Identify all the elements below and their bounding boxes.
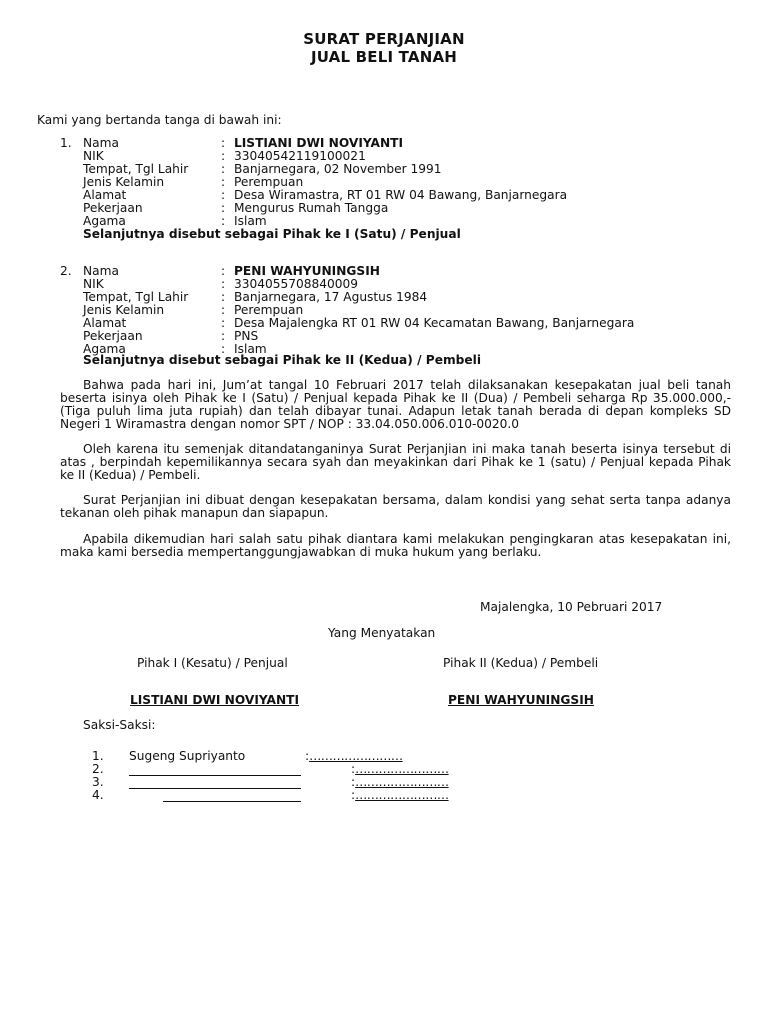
party-field-row <box>60 202 567 215</box>
witness-colon: : <box>305 749 310 763</box>
title-line-2: JUAL BELI TANAH <box>310 48 458 66</box>
party-2-signature-name: PENI WAHYUNINGSIH <box>448 693 594 707</box>
field-colon: : <box>221 303 226 317</box>
field-colon: : <box>221 214 226 228</box>
field-label: Jenis Kelamin <box>83 303 165 317</box>
field-colon: : <box>221 264 226 278</box>
field-label: Pekerjaan <box>83 329 143 343</box>
field-label: Tempat, Tgl Lahir <box>83 290 189 304</box>
paragraph-text: Bahwa pada hari ini, Jum’at tangal 10 Februari 2017 telah dilaksanakan kesepakatan jual beli tanah beserta isinya oleh Pihak ke I (Satu) / Penjual kepada Pihak ke II (Dua) / Pembeli seharga Rp 35.000.000,- (Tiga puluh lima juta rupiah) dan telah dibayar tunai. Adapun letak tanah berada di depan kompleks SD Negeri 1 Wiramastra dengan nomor SPT / NOP : 33.04.050.006.010-0020.0 <box>60 378 731 431</box>
party-field-row <box>60 330 634 343</box>
field-colon: : <box>221 316 226 330</box>
party-number: 2. <box>60 264 72 278</box>
field-label: Alamat <box>83 188 127 202</box>
witness-row <box>92 789 449 802</box>
party-1-designation: Selanjutnya disebut sebagai Pihak ke I (Satu) / Penjual <box>83 227 461 241</box>
field-colon: : <box>221 342 226 356</box>
field-value: 3304055708840009 <box>234 277 359 291</box>
field-label: Tempat, Tgl Lahir <box>83 162 189 176</box>
field-value: PENI WAHYUNINGSIH <box>234 264 380 278</box>
body-paragraph <box>60 533 731 559</box>
field-value: Mengurus Rumah Tangga <box>234 201 389 215</box>
field-label: Nama <box>83 264 119 278</box>
field-label: NIK <box>83 149 104 163</box>
field-label: Agama <box>83 342 126 356</box>
document-title <box>0 30 768 66</box>
witness-number: 4. <box>92 788 104 802</box>
field-colon: : <box>221 149 226 163</box>
field-value: Islam <box>234 342 267 356</box>
field-value: Banjarnegara, 17 Agustus 1984 <box>234 290 428 304</box>
party-2-block <box>60 265 634 356</box>
field-colon: : <box>221 201 226 215</box>
paragraph-text: Oleh karena itu semenjak ditandatanganinya Surat Perjanjian ini maka tanah beserta isinya tersebut di atas , berpindah kepemilikannya secara syah dan meyakinkan dari Pihak ke 1 (satu) / Penjual kepada Pihak ke II (Kedua) / Pembeli. <box>60 442 731 482</box>
witness-number: 3. <box>92 775 104 789</box>
place-date: Majalengka, 10 Pebruari 2017 <box>480 600 663 614</box>
witness-name-line <box>163 789 301 802</box>
witness-signature-line: …………………… <box>355 775 449 789</box>
field-value: PNS <box>234 329 259 343</box>
intro-text: Kami yang bertanda tanga di bawah ini: <box>37 113 282 127</box>
field-label: Jenis Kelamin <box>83 175 165 189</box>
field-colon: : <box>221 277 226 291</box>
title-line-1: SURAT PERJANJIAN <box>303 30 465 48</box>
field-colon: : <box>221 290 226 304</box>
stating-label: Yang Menyatakan <box>328 626 436 640</box>
field-label: Nama <box>83 136 119 150</box>
body-paragraph <box>60 379 731 431</box>
field-value: Desa Wiramastra, RT 01 RW 04 Bawang, Banjarnegara <box>234 188 568 202</box>
witness-colon: : <box>351 788 356 802</box>
field-label: NIK <box>83 277 104 291</box>
field-colon: : <box>221 329 226 343</box>
party-number: 1. <box>60 136 72 150</box>
field-colon: : <box>221 175 226 189</box>
witness-name-line <box>129 776 301 789</box>
party-1-signature-name: LISTIANI DWI NOVIYANTI <box>130 693 300 707</box>
field-value: Islam <box>234 214 267 228</box>
witness-colon: : <box>351 775 356 789</box>
party-field-row <box>60 317 634 330</box>
field-value: Perempuan <box>234 175 304 189</box>
field-label: Agama <box>83 214 126 228</box>
paragraph-text: Apabila dikemudian hari salah satu pihak diantara kami melakukan pengingkaran atas kesepakatan ini, maka kami bersedia mempertanggungjawabkan di muka hukum yang berlaku. <box>60 532 731 559</box>
field-value: LISTIANI DWI NOVIYANTI <box>234 136 404 150</box>
party-2-role: Pihak II (Kedua) / Pembeli <box>443 656 599 670</box>
witness-name: Sugeng Supriyanto <box>129 749 246 763</box>
body-paragraph <box>60 494 731 520</box>
witness-colon: : <box>351 762 356 776</box>
witness-heading: Saksi-Saksi: <box>83 718 156 732</box>
party-1-role: Pihak I (Kesatu) / Penjual <box>137 656 288 670</box>
witness-number: 1. <box>92 749 104 763</box>
field-colon: : <box>221 162 226 176</box>
witness-name-line <box>129 763 301 776</box>
field-value: Desa Majalengka RT 01 RW 04 Kecamatan Bawang, Banjarnegara <box>234 316 635 330</box>
field-colon: : <box>221 136 226 150</box>
witness-number: 2. <box>92 762 104 776</box>
field-value: 33040542119100021 <box>234 149 366 163</box>
witness-signature-line: …………………… <box>355 788 449 802</box>
field-label: Alamat <box>83 316 127 330</box>
field-label: Pekerjaan <box>83 201 143 215</box>
paragraph-text: Surat Perjanjian ini dibuat dengan kesepakatan bersama, dalam kondisi yang sehat serta tanpa adanya tekanan oleh pihak manapun dan siapapun. <box>60 493 731 520</box>
field-value: Banjarnegara, 02 November 1991 <box>234 162 442 176</box>
field-value: Perempuan <box>234 303 304 317</box>
witness-signature-line: …………………… <box>309 749 403 763</box>
body-paragraph <box>60 443 731 482</box>
party-2-designation: Selanjutnya disebut sebagai Pihak ke II (Kedua) / Pembeli <box>83 353 482 367</box>
party-1-block <box>60 137 567 228</box>
witness-signature-line: …………………… <box>355 762 449 776</box>
field-colon: : <box>221 188 226 202</box>
